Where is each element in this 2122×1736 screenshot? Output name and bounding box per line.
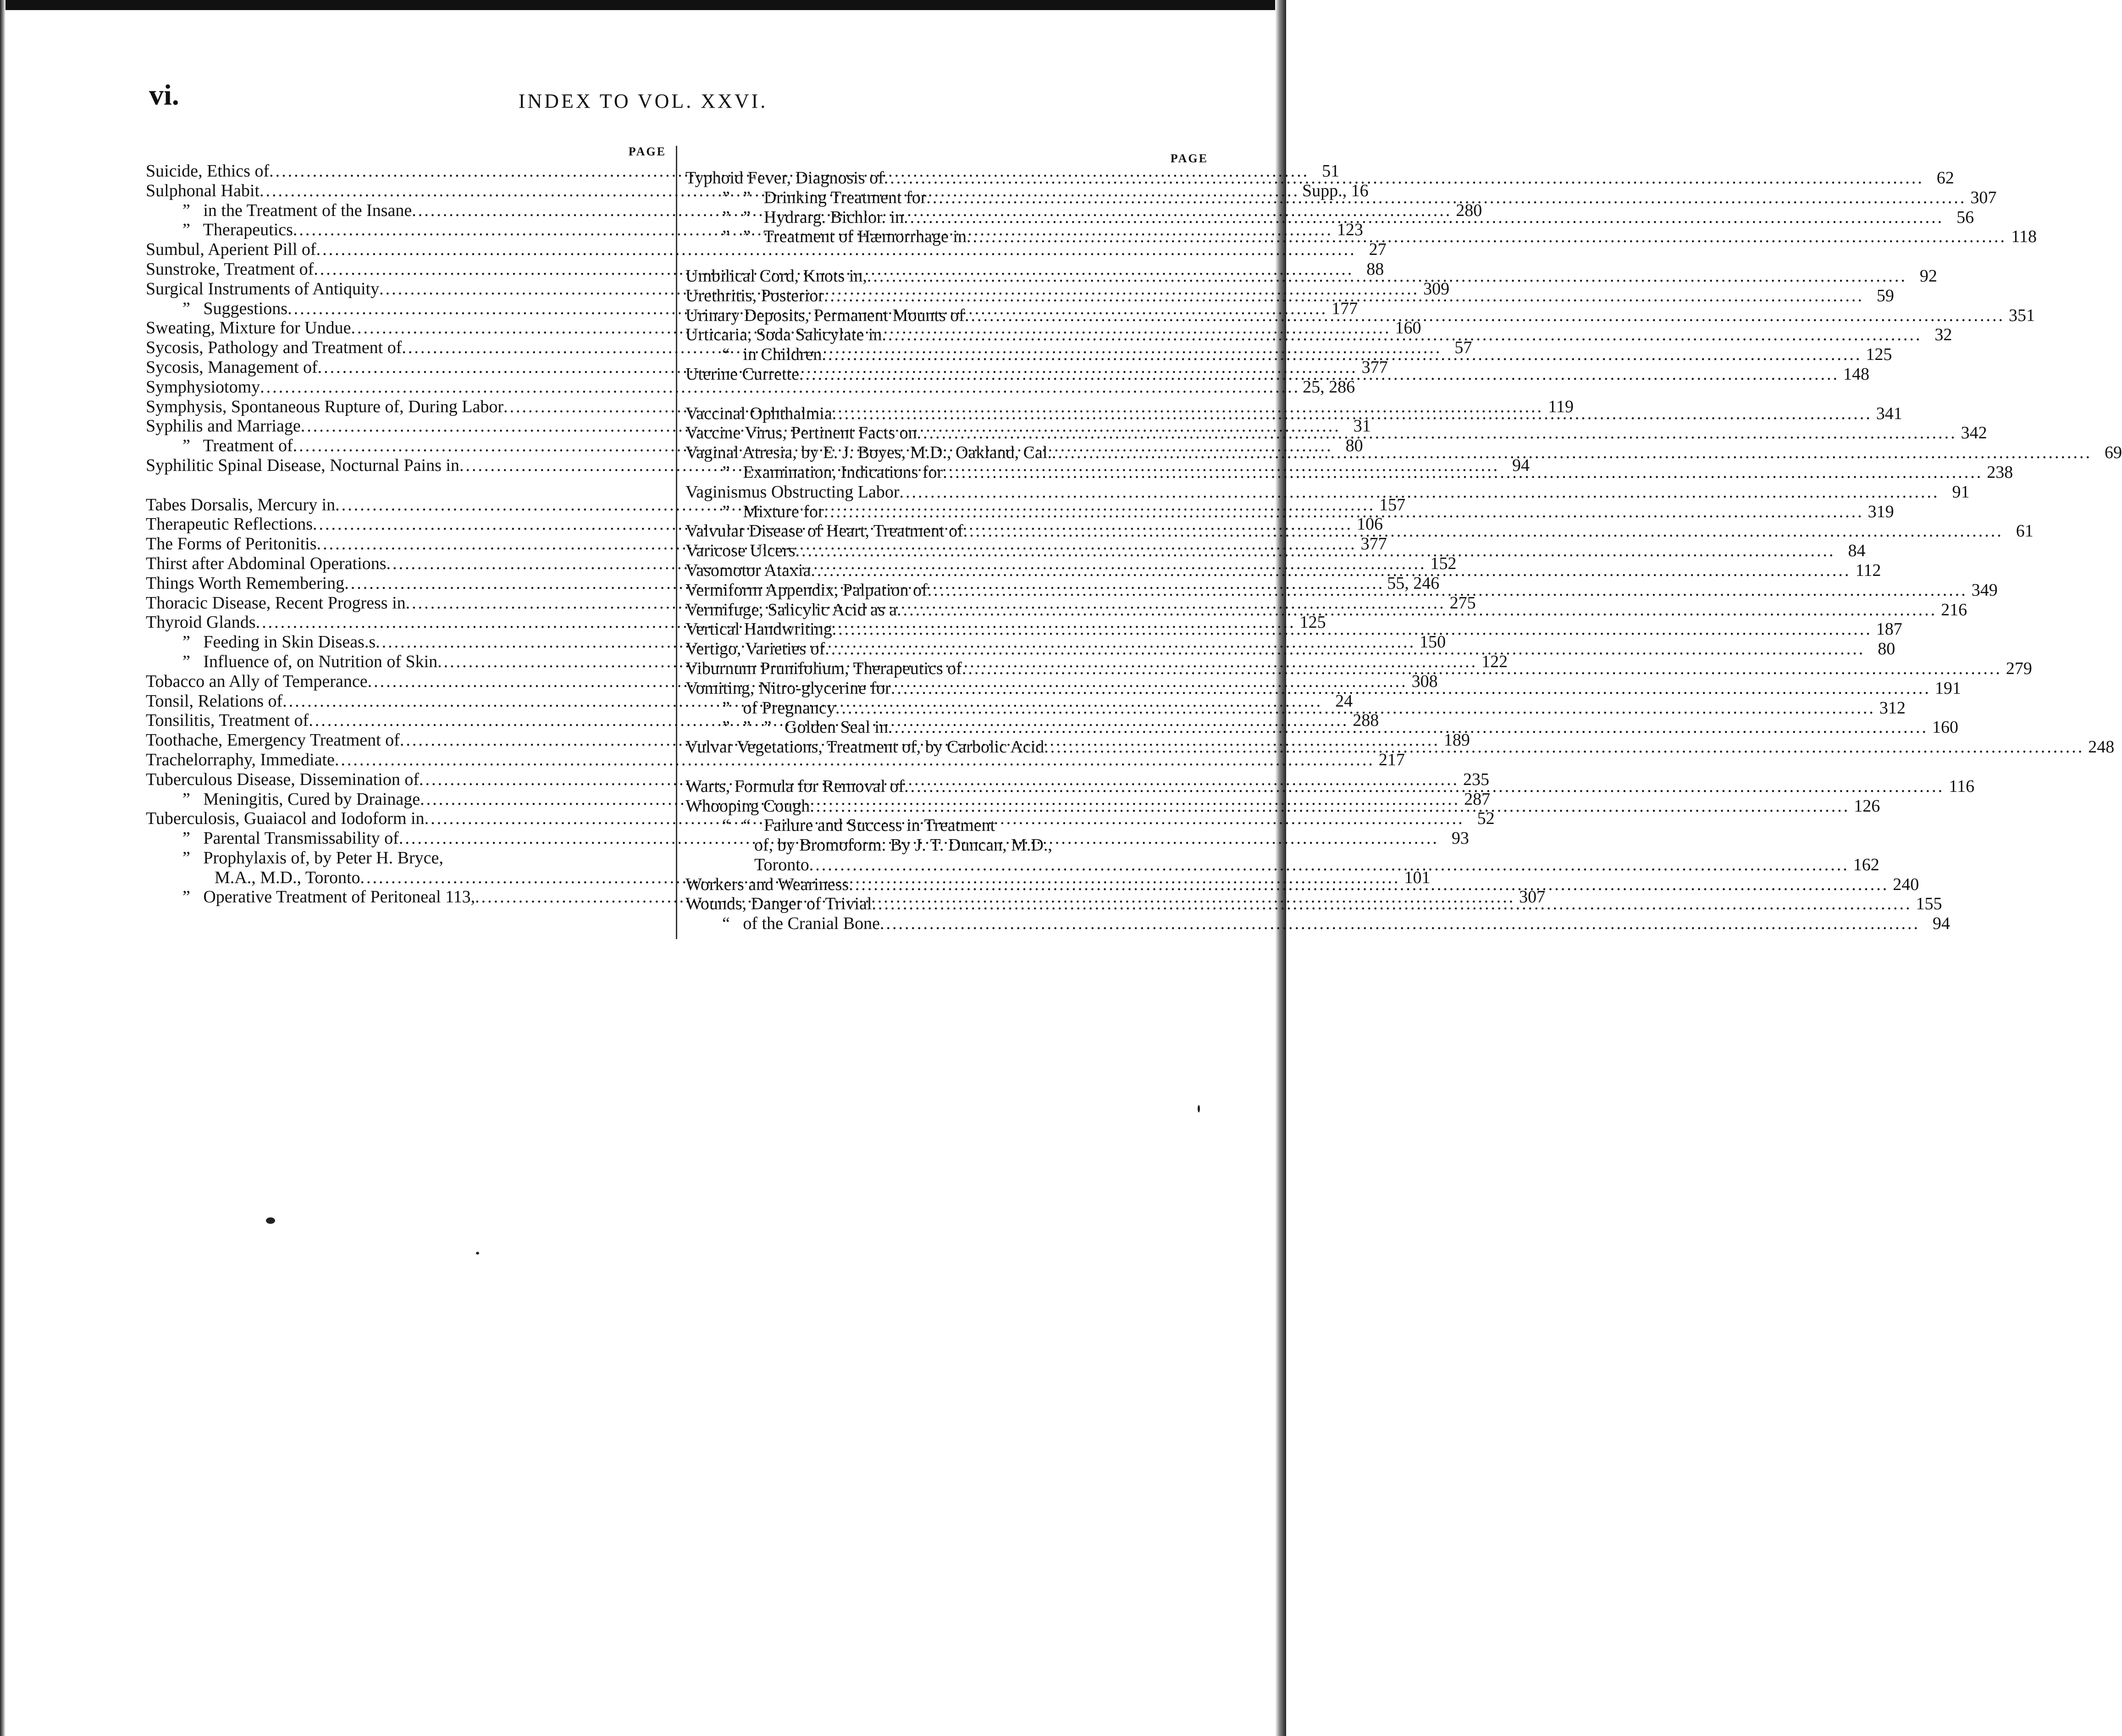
index-entry-term: ” in the Treatment of the Insane bbox=[182, 200, 412, 220]
index-entry-page: 240 bbox=[1893, 874, 1919, 894]
index-entry-term: Toothache, Emergency Treatment of bbox=[146, 730, 400, 750]
index-entry-term: ” Treatment of bbox=[182, 436, 293, 456]
index-entry-term: ” ” ” Golden Seal in bbox=[722, 718, 888, 737]
index-entry-page: 275 bbox=[1449, 593, 1476, 613]
index-entry-page: 309 bbox=[1423, 279, 1450, 299]
index-entry-page: 307 bbox=[1519, 887, 1546, 907]
dot-leader bbox=[824, 502, 1864, 522]
index-entry bbox=[146, 240, 1387, 260]
page-column-label-right: PAGE bbox=[1170, 152, 1208, 165]
index-entry-term: Viburnum Prunifolium, Therapeutics of bbox=[685, 658, 962, 678]
index-entry-page: 27 bbox=[1369, 240, 1387, 260]
index-entry-page: 279 bbox=[2006, 658, 2032, 678]
index-entry-page: 349 bbox=[1971, 580, 1998, 600]
dot-leader bbox=[809, 855, 1849, 875]
dot-leader bbox=[825, 639, 1865, 659]
index-entry-term: ” ” Treatment of Hæmorrhage in bbox=[722, 227, 967, 247]
index-entry-page: 187 bbox=[1876, 619, 1902, 639]
index-entry-term: Urinary Deposits, Permanent Mounts of bbox=[685, 305, 965, 325]
index-entry-term: The Forms of Peritonitis bbox=[146, 534, 317, 554]
index-entry-term: ” Operative Treatment of Peritoneal 113, bbox=[182, 887, 475, 907]
page-number: vi. bbox=[149, 78, 179, 111]
index-entry-page: 342 bbox=[1961, 423, 1987, 443]
dot-leader bbox=[928, 581, 1967, 600]
dot-leader bbox=[872, 894, 1912, 914]
index-entry-page: 88 bbox=[1366, 259, 1384, 279]
index-entry-page: 119 bbox=[1548, 397, 1574, 416]
index-entry-term: Tonsilitis, Treatment of bbox=[146, 711, 309, 730]
index-entry-page: 307 bbox=[1970, 188, 1997, 207]
index-entry-term: Wounds, Danger of Trivial bbox=[685, 894, 872, 914]
dot-leader bbox=[1052, 443, 2092, 463]
index-entry-page: 32 bbox=[1934, 325, 1952, 345]
index-entry-term: Urethritis, Posterior bbox=[685, 286, 824, 305]
index-entry-page: 319 bbox=[1868, 502, 1894, 521]
dot-leader bbox=[917, 423, 1957, 443]
index-entry-term: Tonsil, Relations of bbox=[146, 691, 283, 711]
index-entry-page: 341 bbox=[1876, 404, 1902, 423]
dot-leader bbox=[884, 168, 1924, 188]
index-entry-term: Sunstroke, Treatment of bbox=[146, 259, 314, 279]
index-entry-term: ” Prophylaxis of, by Peter H. Bryce, bbox=[182, 848, 443, 868]
dot-leader bbox=[904, 208, 1944, 227]
dot-leader bbox=[962, 659, 2002, 679]
index-entry-term: Tuberculous Disease, Dissemination of bbox=[146, 769, 419, 789]
index-entry-page: 118 bbox=[2011, 227, 2037, 247]
index-entry-page: 80 bbox=[1345, 436, 1363, 456]
index-entry-term: Thoracic Disease, Recent Progress in bbox=[146, 593, 406, 613]
index-entry-page: 59 bbox=[1876, 286, 1894, 305]
index-section-gap bbox=[685, 247, 1208, 266]
dot-leader bbox=[965, 306, 2005, 326]
dot-leader bbox=[799, 365, 1839, 384]
dot-leader bbox=[891, 679, 1931, 698]
index-entry-page: 116 bbox=[1949, 776, 1975, 796]
scan-top-edge bbox=[0, 0, 1286, 10]
index-entry-term: Varicose Ulcers bbox=[685, 541, 796, 561]
index-entry-page: 55, 246 bbox=[1387, 573, 1440, 593]
dot-leader bbox=[943, 463, 1983, 482]
index-entry-term: Thyroid Glands bbox=[146, 613, 256, 632]
index-entry-term: Syphilitic Spinal Disease, Nocturnal Pains in bbox=[146, 455, 459, 475]
index-entry-term: Vaginismus Obstructing Labor bbox=[685, 482, 900, 502]
index-entry-page: 91 bbox=[1952, 482, 1970, 502]
index-entry-page: 101 bbox=[1404, 868, 1431, 887]
index-entry bbox=[146, 377, 1355, 397]
index-entry-page: 351 bbox=[2008, 305, 2035, 325]
index-entry-page: 312 bbox=[1879, 698, 1906, 718]
index-entry-page: 24 bbox=[1335, 691, 1353, 711]
index-entry-page: 155 bbox=[1916, 894, 1942, 914]
index-entry bbox=[685, 816, 1208, 835]
index-entry-term: Vasomotor Ataxia bbox=[685, 560, 811, 580]
dot-leader bbox=[867, 266, 1907, 286]
index-entry-term: M.A., M.D., Toronto bbox=[215, 868, 360, 887]
index-entry-page: 189 bbox=[1443, 730, 1470, 750]
index-entry-term: Vertical Handwriting bbox=[685, 619, 832, 639]
index-entry bbox=[146, 848, 666, 868]
scan-left-edge bbox=[0, 0, 6, 1736]
index-entry-page: 94 bbox=[1512, 455, 1530, 475]
index-entry-page: 84 bbox=[1848, 541, 1866, 561]
dot-leader bbox=[796, 541, 1835, 561]
index-entry-page: 308 bbox=[1411, 671, 1438, 691]
index-entry-term: Tobacco an Ally of Temperance bbox=[146, 671, 368, 691]
index-section-gap bbox=[685, 384, 1208, 404]
dot-leader bbox=[963, 521, 2003, 541]
index-entry-page: 162 bbox=[1853, 855, 1879, 874]
index-entry-term: Warts, Formula for Removal of bbox=[685, 776, 905, 796]
index-entry-page: 106 bbox=[1357, 514, 1383, 534]
index-entry-term: Vertigo, Varieties of bbox=[685, 639, 825, 659]
index-entry-term: Tabes Dorsalis, Mercury in bbox=[146, 495, 336, 514]
index-entry-page: 150 bbox=[1420, 632, 1446, 652]
index-entry-term: Whooping Cough bbox=[685, 796, 810, 816]
index-entry-page: 377 bbox=[1360, 534, 1387, 554]
index-entry-term: Suicide, Ethics of bbox=[146, 161, 270, 181]
index-entry-page: 157 bbox=[1379, 495, 1406, 514]
index-entry-page: 123 bbox=[1337, 220, 1363, 240]
dot-leader bbox=[967, 227, 2006, 247]
index-entry-page: 235 bbox=[1463, 769, 1489, 789]
index-entry-term: “ “ Failure and Success in Treatment bbox=[722, 816, 995, 835]
index-entry-term: Umbilical Cord, Knots in, bbox=[685, 266, 867, 286]
index-entry-term: ” Examination, Indications for bbox=[722, 462, 943, 482]
index-entry-term: Vomiting, Nitro-glycerine for bbox=[685, 678, 891, 698]
scan-speck bbox=[266, 1217, 275, 1224]
index-entry-page: 280 bbox=[1456, 200, 1482, 220]
index-entry-page: 80 bbox=[1878, 639, 1895, 659]
index-entry-term: Vaccinal Ophthalmia bbox=[685, 404, 832, 423]
index-entry-page: 125 bbox=[1299, 613, 1326, 632]
dot-leader bbox=[832, 404, 1872, 424]
index-entry-term: Vaccine Virus, Pertinent Facts on bbox=[685, 423, 917, 443]
index-entry bbox=[146, 750, 1405, 770]
index-entry-page: 287 bbox=[1464, 789, 1491, 809]
dot-leader bbox=[882, 325, 1922, 345]
index-entry-page: 93 bbox=[1451, 829, 1469, 848]
index-entry-term: Thirst after Abdominal Operations bbox=[146, 553, 387, 573]
index-entry-page: 177 bbox=[1332, 299, 1358, 318]
index-entry-page: 125 bbox=[1866, 345, 1892, 365]
index-entry-page: 112 bbox=[1855, 560, 1881, 580]
index-entry-term: ” Feeding in Skin Diseas.s bbox=[182, 632, 376, 652]
index-entry-page: 377 bbox=[1361, 357, 1388, 377]
index-entry-term: ” of Pregnancy bbox=[722, 698, 835, 718]
index-entry-term: ” Therapeutics bbox=[182, 220, 293, 240]
index-entry-term: ” Suggestions bbox=[182, 299, 288, 318]
dot-leader bbox=[824, 286, 1864, 306]
dot-leader bbox=[811, 561, 1851, 581]
index-entry-term: ” ” Hydrarg. Bichlor. in bbox=[722, 207, 904, 227]
scan-speck bbox=[476, 1252, 479, 1255]
index-entry-page: 238 bbox=[1987, 462, 2013, 482]
dot-leader bbox=[880, 914, 1920, 934]
index-entry-term: ” Mixture for bbox=[722, 502, 824, 521]
index-entry-term: of, by Bromoform. By J. T. Duncan, M.D., bbox=[754, 835, 1052, 855]
index-entry-term: Typhoid Fever, Diagnosis of bbox=[685, 168, 884, 188]
dot-leader bbox=[1044, 737, 2084, 757]
index-entry-term: Urticaria, Soda Salicylate in bbox=[685, 325, 882, 345]
page-title: INDEX TO VOL. XXVI. bbox=[518, 90, 768, 112]
index-entry-page: 57 bbox=[1454, 338, 1472, 358]
index-entry-term: Vermiform Appendix, Palpation of bbox=[685, 580, 928, 600]
index-entry-term: ” ” Drinking Treatment for bbox=[722, 188, 927, 207]
index-entry-term: Toronto bbox=[754, 855, 809, 874]
dot-leader bbox=[810, 796, 1850, 816]
dot-leader bbox=[888, 718, 1928, 737]
index-entry-term: Tuberculosis, Guaiacol and Iodoform in bbox=[146, 809, 425, 829]
index-entry-page: 191 bbox=[1934, 678, 1961, 698]
index-entry-term: “ in Children bbox=[722, 345, 822, 365]
index-entry bbox=[685, 855, 1879, 875]
index-section-gap bbox=[685, 757, 1208, 777]
index-entry-term: Vulvar Vegetations, Treatment of, by Carbolic Acid bbox=[685, 737, 1044, 757]
index-entry-term: ” Parental Transmissability of bbox=[182, 829, 399, 848]
index-entry-page: 126 bbox=[1854, 796, 1880, 816]
index-entry-term: ” Influence of, on Nutrition of Skin bbox=[182, 652, 438, 671]
dot-leader bbox=[904, 777, 1944, 796]
index-entry-term: Vaginal Atresia, by E. J. Boyes, M.D., Oakland, Cal. bbox=[685, 443, 1052, 463]
index-entry-page: 31 bbox=[1353, 416, 1371, 436]
index-section-gap bbox=[146, 475, 666, 495]
index-entry-page: 216 bbox=[1941, 600, 1967, 619]
dot-leader bbox=[926, 188, 1966, 208]
index-entry-page: 51 bbox=[1322, 161, 1340, 181]
index-entry-page: 217 bbox=[1378, 750, 1405, 769]
index-entry-term: Sycosis, Management of bbox=[146, 357, 318, 377]
index-entry-term: Workers and Weariness bbox=[685, 874, 849, 894]
index-entry-term: “ of the Cranial Bone bbox=[722, 914, 880, 934]
index-entry-page: 152 bbox=[1430, 553, 1457, 573]
index-entry-term: Symphysis, Spontaneous Rupture of, During Labor bbox=[146, 397, 504, 416]
index-entry-page: 288 bbox=[1353, 711, 1379, 730]
index-entry-page: 61 bbox=[2016, 521, 2034, 541]
index-entry-page: 94 bbox=[1933, 914, 1951, 934]
index-entry-term: ” Meningitis, Cured by Drainage bbox=[182, 789, 420, 809]
index-entry-page: 122 bbox=[1481, 652, 1508, 671]
index-entry-page: 56 bbox=[1956, 207, 1974, 227]
index-entry-page: 148 bbox=[1843, 364, 1869, 384]
index-entry-page: 25, 286 bbox=[1303, 377, 1355, 397]
index-entry-term: Sycosis, Pathology and Treatment of bbox=[146, 338, 402, 358]
index-entry-term: Symphysiotomy bbox=[146, 377, 260, 397]
index-entry-term: Uterine Currette bbox=[685, 364, 799, 384]
index-entry-term: Vermifuge, Salicylic Acid as a bbox=[685, 600, 897, 619]
dot-leader bbox=[849, 875, 1889, 895]
scan-speck bbox=[1198, 1105, 1200, 1112]
index-entry-page: 52 bbox=[1477, 809, 1495, 829]
index-entry-term: Surgical Instruments of Antiquity bbox=[146, 279, 380, 299]
index-entry-page: 92 bbox=[1919, 266, 1937, 286]
index-entry-page: Supp., 16 bbox=[1302, 181, 1369, 200]
index-entry-term: Sulphonal Habit bbox=[146, 181, 260, 200]
dot-leader bbox=[900, 482, 1940, 502]
index-entry-page: 62 bbox=[1936, 168, 1954, 188]
dot-leader bbox=[822, 345, 1862, 365]
index-entry bbox=[685, 482, 1970, 502]
index-entry-term: Sumbul, Aperient Pill of bbox=[146, 240, 316, 260]
index-entry-term: Trachelorraphy, Immediate bbox=[146, 750, 335, 769]
page-column-label-left: PAGE bbox=[628, 145, 666, 158]
dot-leader bbox=[832, 619, 1872, 639]
index-entry-page: 69 bbox=[2104, 443, 2122, 463]
index-entry-page: 160 bbox=[1932, 718, 1958, 737]
index-entry-term: Things Worth Remembering bbox=[146, 573, 345, 593]
index-entry-page: 248 bbox=[2088, 737, 2115, 757]
index-entry-term: Valvular Disease of Heart, Treatment of bbox=[685, 521, 963, 541]
index-entry bbox=[685, 835, 1208, 855]
dot-leader bbox=[897, 600, 1937, 620]
dot-leader bbox=[835, 698, 1875, 718]
index-entry-page: 160 bbox=[1395, 318, 1421, 338]
index-entry-term: Syphilis and Marriage bbox=[146, 416, 301, 436]
index-entry-term: Therapeutic Reflections bbox=[146, 514, 313, 534]
index-entry-term: Sweating, Mixture for Undue bbox=[146, 318, 351, 338]
index-entry bbox=[685, 914, 1951, 934]
